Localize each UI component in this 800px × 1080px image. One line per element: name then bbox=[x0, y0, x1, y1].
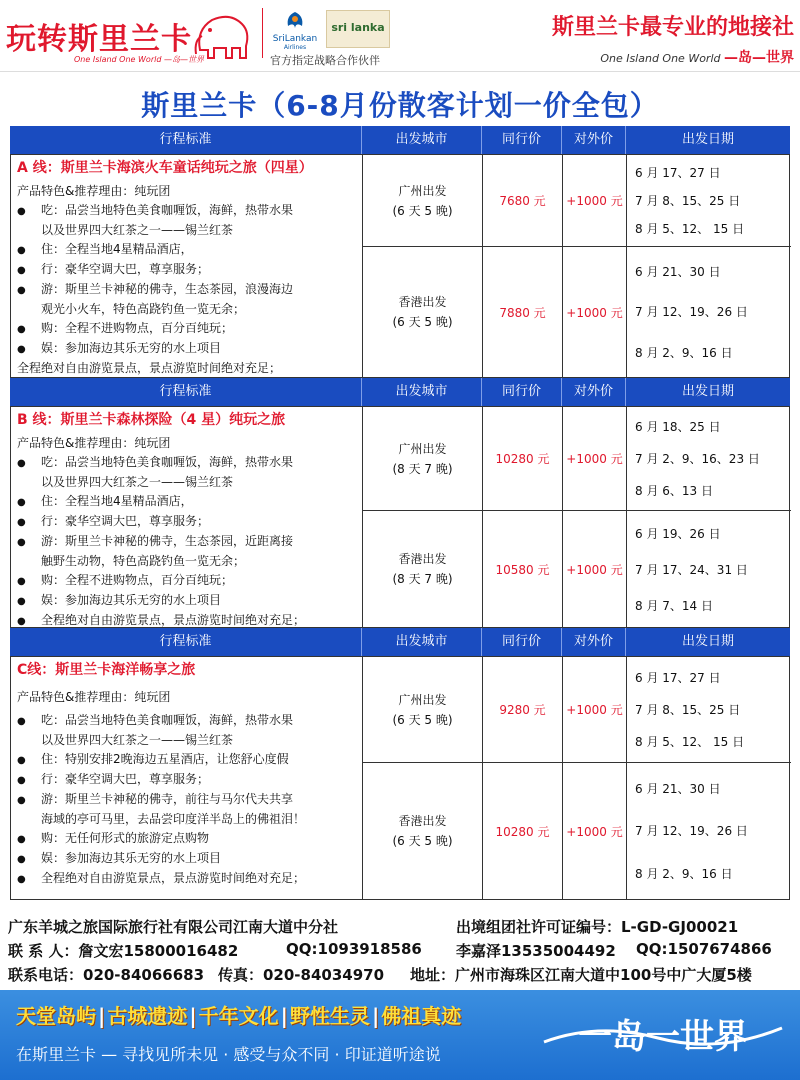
departure-dates: 6 月 17、27 日 7 月 8、15、25 日 8 月 5、12、 15 日 bbox=[635, 166, 745, 236]
feature-line: ● 吃：品尝当地特色美食咖喱饭，海鲜，热带水果 bbox=[17, 203, 294, 217]
feature-line: ● 全程绝对自由游览景点，景点游览时间绝对充足； bbox=[17, 871, 306, 885]
srilankan-name: SriLankan bbox=[272, 34, 318, 44]
feature-line: ● 游：斯里兰卡神秘的佛寺，生态茶园，浪漫海边 bbox=[17, 282, 294, 296]
route-description bbox=[11, 657, 363, 899]
feature-line: ● 吃：品尝当地特色美食咖喱饭，海鲜，热带水果 bbox=[17, 713, 294, 727]
departure-dates: 6 月 18、25 日 7 月 2、9、16、23 日 8 月 6、13 日 bbox=[635, 420, 760, 498]
header bbox=[0, 0, 800, 72]
highlight-item: 天堂岛屿 bbox=[16, 1004, 96, 1028]
departure-row[interactable] bbox=[363, 247, 791, 377]
page-title: 斯里兰卡（6-8月份散客计划一价全包） bbox=[141, 89, 659, 122]
brand-logo[interactable] bbox=[6, 8, 256, 66]
header-dates: 出发日期 bbox=[681, 384, 734, 399]
header-peer-price: 同行价 bbox=[482, 126, 562, 154]
qq-2[interactable]: QQ:1507674866 bbox=[636, 940, 772, 958]
address: 地址：广州市海珠区江南大道中100号中广大厦5楼 bbox=[410, 966, 752, 984]
header-city: 出发城市 bbox=[362, 126, 482, 154]
peacock-icon bbox=[282, 10, 308, 30]
departure-row[interactable] bbox=[363, 763, 791, 899]
route-section-c bbox=[10, 656, 790, 900]
table-header bbox=[10, 126, 790, 154]
departure-dates: 6 月 21、30 日 7 月 12、19、26 日 8 月 2、9、16 日 bbox=[635, 264, 748, 361]
feature-line: 以及世界四大红茶之一——锡兰红茶 bbox=[41, 733, 234, 747]
departure-dates: 6 月 19、26 日 7 月 17、24、31 日 8 月 7、14 日 bbox=[635, 526, 748, 613]
route-title[interactable]: A 线：斯里兰卡海滨火车童话纯玩之旅（四星） bbox=[17, 160, 313, 176]
header-route: 行程标准 bbox=[10, 628, 362, 656]
srilanka-logo[interactable]: sri lanka bbox=[326, 10, 390, 48]
highlight-item: 佛祖真迹 bbox=[381, 1004, 462, 1028]
departure-row[interactable] bbox=[363, 407, 791, 511]
slogan-text: 一岛一世界 bbox=[578, 1017, 748, 1057]
route-description bbox=[11, 407, 363, 627]
table-header bbox=[10, 378, 790, 406]
logo-title: 玩转斯里兰卡 bbox=[6, 22, 192, 57]
feature-line: ● 住：特别安排2晚海边五星酒店，让您舒心度假 bbox=[17, 752, 289, 766]
feature-line: 触野生动物，特色高跷钓鱼一览无余； bbox=[41, 554, 246, 568]
ext-price: +1000 元 bbox=[563, 763, 627, 899]
departure-city: 香港出发 (6 天 5 晚) bbox=[363, 763, 483, 899]
feature-line: ● 娱：参加海边其乐无穷的水上项目 bbox=[17, 341, 222, 355]
feature-line: ● 住：全程当地4星精品酒店， bbox=[17, 494, 193, 508]
company-name: 广东羊城之旅国际旅行社有限公司江南大道中分社 bbox=[8, 918, 339, 936]
departure-city: 香港出发 (8 天 7 晚) bbox=[363, 511, 483, 627]
route-section-b bbox=[10, 406, 790, 628]
agency-title: 斯里兰卡最专业的地接社 bbox=[551, 15, 794, 40]
route-feature: 产品特色&推荐理由：纯玩团 bbox=[17, 184, 171, 198]
peer-price: 10280 元 bbox=[483, 407, 563, 510]
header-ext-price: 对外价 bbox=[562, 628, 626, 656]
phone-number[interactable]: 联系电话：020-84066683 bbox=[8, 966, 205, 984]
header-peer-price: 同行价 bbox=[482, 378, 562, 406]
highlight-item: 千年文化 bbox=[198, 1004, 279, 1028]
partner-caption: 官方指定战略合作伙伴 bbox=[270, 54, 380, 67]
header-city: 出发城市 bbox=[362, 628, 482, 656]
feature-line: ● 行：豪华空调大巴，尊享服务； bbox=[17, 514, 210, 528]
fax-number: 传真：020-84034970 bbox=[218, 966, 385, 984]
header-route: 行程标准 bbox=[10, 126, 362, 154]
departure-city: 广州出发 (6 天 5 晚) bbox=[363, 657, 483, 762]
feature-line: ● 游：斯里兰卡神秘的佛寺，生态茶园，近距离接 bbox=[17, 534, 294, 548]
feature-line: 以及世界四大红茶之一——锡兰红茶 bbox=[41, 475, 234, 489]
route-title[interactable]: B 线：斯里兰卡森林探险（4 星）纯玩之旅 bbox=[17, 412, 286, 428]
agency-subtitle bbox=[552, 47, 794, 67]
feature-line: ● 购：无任何形式的旅游定点购物 bbox=[17, 831, 210, 845]
header-dates: 出发日期 bbox=[681, 132, 734, 147]
feature-line: ● 购：全程不进购物点，百分百纯玩； bbox=[17, 321, 234, 335]
feature-line: 全程绝对自由游览景点，景点游览时间绝对充足； bbox=[17, 361, 282, 375]
route-title[interactable]: C线：斯里兰卡海洋畅享之旅 bbox=[17, 662, 196, 678]
highlight-item: 野性生灵 bbox=[289, 1004, 370, 1028]
departure-dates: 6 月 17、27 日 7 月 8、15、25 日 8 月 5、12、 15 日 bbox=[635, 670, 745, 750]
ext-price: +1000 元 bbox=[563, 155, 627, 246]
route-description bbox=[11, 155, 363, 377]
departure-dates: 6 月 21、30 日 7 月 12、19、26 日 8 月 2、9、16 日 bbox=[635, 781, 748, 882]
route-section-a bbox=[10, 154, 790, 378]
header-ext-price: 对外价 bbox=[562, 126, 626, 154]
header-peer-price: 同行价 bbox=[482, 628, 562, 656]
banner-tagline: 在斯里兰卡 — 寻找见所未见 · 感受与众不同 · 印证道听途说 bbox=[16, 1045, 441, 1064]
feature-line: ● 娱：参加海边其乐无穷的水上项目 bbox=[17, 851, 222, 865]
header-route: 行程标准 bbox=[10, 378, 362, 406]
feature-line: 以及世界四大红茶之一——锡兰红茶 bbox=[41, 223, 234, 237]
peer-price: 7680 元 bbox=[483, 155, 563, 246]
header-ext-price: 对外价 bbox=[562, 378, 626, 406]
ext-price: +1000 元 bbox=[563, 511, 627, 627]
peer-price: 7880 元 bbox=[483, 247, 563, 377]
feature-line: 海域的亭可马里，去品尝印度洋半岛上的佛祖泪！ bbox=[41, 812, 306, 826]
license-number: 出境组团社许可证编号：L-GD-GJ00021 bbox=[456, 918, 739, 936]
feature-line: 观光小火车，特色高跷钓鱼一览无余； bbox=[41, 302, 246, 316]
header-divider bbox=[262, 8, 263, 58]
peer-price: 10280 元 bbox=[483, 763, 563, 899]
feature-line: ● 全程绝对自由游览景点，景点游览时间绝对充足； bbox=[17, 613, 306, 627]
departure-row[interactable] bbox=[363, 155, 791, 247]
departure-row[interactable] bbox=[363, 511, 791, 627]
srilankan-sub: Airlines bbox=[283, 44, 307, 51]
partner-logos bbox=[270, 10, 390, 51]
ext-price: +1000 元 bbox=[563, 407, 627, 510]
feature-line: ● 行：豪华空调大巴，尊享服务； bbox=[17, 772, 210, 786]
contact-2[interactable]: 李嘉泽13535004492 bbox=[456, 942, 616, 960]
feature-line: ● 吃：品尝当地特色美食咖喱饭，海鲜，热带水果 bbox=[17, 455, 294, 469]
header-city: 出发城市 bbox=[362, 378, 482, 406]
agency-sub-en: One Island One World bbox=[600, 52, 721, 65]
feature-line: ● 游：斯里兰卡神秘的佛寺，前往与马尔代夫共享 bbox=[17, 792, 294, 806]
departure-city: 广州出发 (8 天 7 晚) bbox=[363, 407, 483, 510]
feature-line: ● 娱：参加海边其乐无穷的水上项目 bbox=[17, 593, 222, 607]
route-feature: 产品特色&推荐理由：纯玩团 bbox=[17, 436, 171, 450]
qq-1[interactable]: QQ:1093918586 bbox=[286, 940, 422, 958]
peer-price: 9280 元 bbox=[483, 657, 563, 762]
bottom-banner bbox=[0, 990, 800, 1080]
table-header bbox=[10, 628, 790, 656]
peer-price: 10580 元 bbox=[483, 511, 563, 627]
srilankan-logo[interactable] bbox=[270, 10, 320, 51]
departure-city: 广州出发 (6 天 5 晚) bbox=[363, 155, 483, 246]
feature-line: ● 住：全程当地4星精品酒店， bbox=[17, 242, 193, 256]
agency-block bbox=[552, 10, 794, 67]
departure-row[interactable] bbox=[363, 657, 791, 763]
contact-footer bbox=[0, 910, 800, 990]
header-dates: 出发日期 bbox=[681, 634, 734, 649]
departure-city: 香港出发 (6 天 5 晚) bbox=[363, 247, 483, 377]
route-feature: 产品特色&推荐理由：纯玩团 bbox=[17, 690, 171, 704]
banner-highlights: 天堂岛屿 | 古城遗迹 | 千年文化 | 野性生灵 | 佛祖真迹 bbox=[16, 1004, 462, 1028]
feature-line: ● 购：全程不进购物点，百分百纯玩； bbox=[17, 573, 234, 587]
feature-line: ● 行：豪华空调大巴，尊享服务； bbox=[17, 262, 210, 276]
elephant-icon bbox=[192, 10, 254, 62]
ext-price: +1000 元 bbox=[563, 247, 627, 377]
highlight-item: 古城遗迹 bbox=[107, 1004, 188, 1028]
ext-price: +1000 元 bbox=[563, 657, 627, 762]
contact-1[interactable]: 联 系 人：詹文宏15800016482 bbox=[8, 942, 239, 960]
agency-sub-cn: —岛—世界 bbox=[724, 50, 794, 66]
logo-subtitle: One Island One World —岛—世界 bbox=[74, 55, 204, 64]
slogan-logo bbox=[538, 998, 788, 1072]
